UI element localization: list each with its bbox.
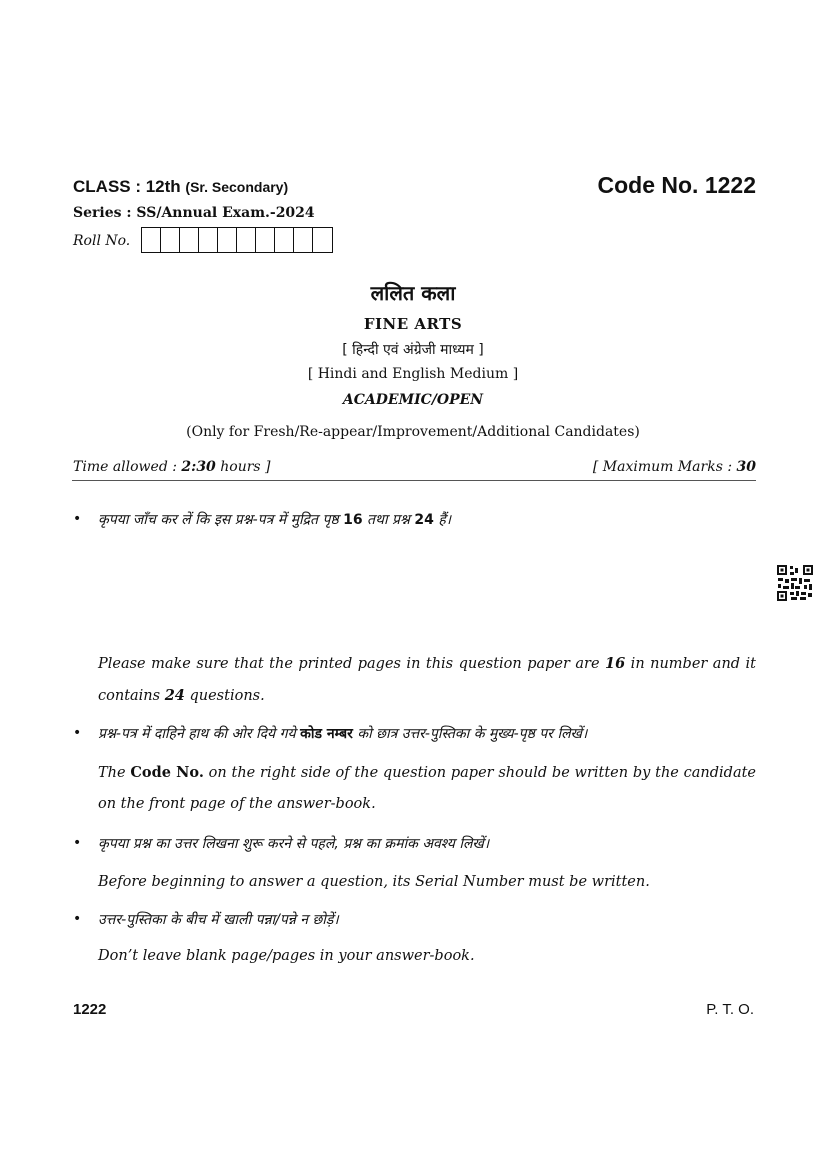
instruction-3-hindi: कृपया प्रश्न का उत्तर लिखना शुरू करने से पहले, प्रश्न का क्रमांक अवश्य लिखें। (98, 836, 490, 852)
instruction-4-english: Don’t leave blank page/pages in your answer-book. (98, 948, 475, 964)
marks-value: 30 (736, 459, 756, 475)
roll-box[interactable] (180, 228, 199, 252)
question-count: 24 (414, 512, 434, 528)
maximum-marks (593, 459, 756, 475)
text-segment: questions. (184, 688, 265, 704)
english-medium: [ Hindi and English Medium ] (307, 366, 519, 382)
instruction-1-hindi (98, 510, 451, 529)
candidates-note: (Only for Fresh/Re-appear/Improvement/Additional Candidates) (186, 424, 640, 440)
class-note: (Sr. Secondary) (185, 179, 289, 195)
footer-code: 1222 (73, 1001, 107, 1018)
roll-number-label: Roll No. (73, 233, 131, 249)
academic-open-label: ACADEMIC/OPEN (342, 392, 484, 408)
bullet-icon: • (73, 725, 82, 741)
roll-box[interactable] (256, 228, 275, 252)
text-segment: The (98, 765, 131, 781)
bullet-icon: • (73, 835, 82, 851)
question-count: 24 (164, 687, 185, 704)
instruction-1-english (98, 648, 756, 712)
roll-box[interactable] (237, 228, 256, 252)
qr-code-icon (776, 564, 814, 602)
instruction-4-hindi: उत्तर-पुस्तिका के बीच में खाली पन्ना/पन्ने न छोड़ें। (98, 912, 339, 928)
instruction-2-english (98, 757, 756, 820)
text-segment: on the right side of the question paper should be written by the candidate on the front page of the answer-book. (98, 765, 757, 812)
class-heading (73, 177, 288, 197)
roll-box[interactable] (294, 228, 313, 252)
roll-box[interactable] (218, 228, 237, 252)
text-segment: को छात्र उत्तर-पुस्तिका के मुख्य-पृष्ठ पर लिखें। (352, 726, 588, 742)
text-segment: प्रश्न-पत्र में दाहिने हाथ की ओर दिये गये (98, 726, 301, 742)
marks-prefix: [ Maximum Marks : (592, 459, 737, 475)
series-line: Series : SS/Annual Exam.-2024 (73, 205, 315, 221)
roll-box[interactable] (313, 228, 332, 252)
time-prefix: Time allowed : (73, 459, 182, 475)
text-segment: तथा प्रश्न (362, 512, 415, 528)
text-segment: Please make sure that the printed pages in this question paper are (98, 656, 606, 672)
code-number-term: कोड नम्बर (300, 726, 353, 742)
header-divider (72, 480, 756, 481)
time-value: 2:30 (181, 459, 216, 475)
page-count: 16 (605, 655, 626, 672)
page-count: 16 (343, 512, 363, 528)
roll-box[interactable] (161, 228, 180, 252)
instruction-3-english: Before beginning to answer a question, its Serial Number must be written. (98, 874, 650, 890)
class-label: CLASS : 12th (73, 177, 181, 196)
hindi-medium: [ हिन्दी एवं अंग्रेजी माध्यम ] (342, 342, 484, 358)
roll-box[interactable] (275, 228, 294, 252)
text-segment: कृपया जाँच कर लें कि इस प्रश्न-पत्र में मुद्रित पृष्ठ (98, 512, 344, 528)
pto-label: P. T. O. (706, 1001, 754, 1018)
roll-number-boxes[interactable] (141, 227, 333, 253)
text-segment: हैं। (433, 512, 452, 528)
bullet-icon: • (73, 511, 82, 527)
roll-box[interactable] (142, 228, 161, 252)
text-segment: in number and it contains (98, 656, 756, 704)
hindi-title: ललित कला (370, 281, 456, 305)
instruction-2-hindi (98, 724, 587, 743)
code-number: Code No. 1222 (597, 172, 756, 198)
bullet-icon: • (73, 911, 82, 927)
english-title: FINE ARTS (363, 315, 463, 333)
time-suffix: hours ] (215, 459, 271, 475)
time-allowed (73, 459, 271, 475)
code-number-term: Code No. (130, 764, 204, 781)
roll-box[interactable] (199, 228, 218, 252)
